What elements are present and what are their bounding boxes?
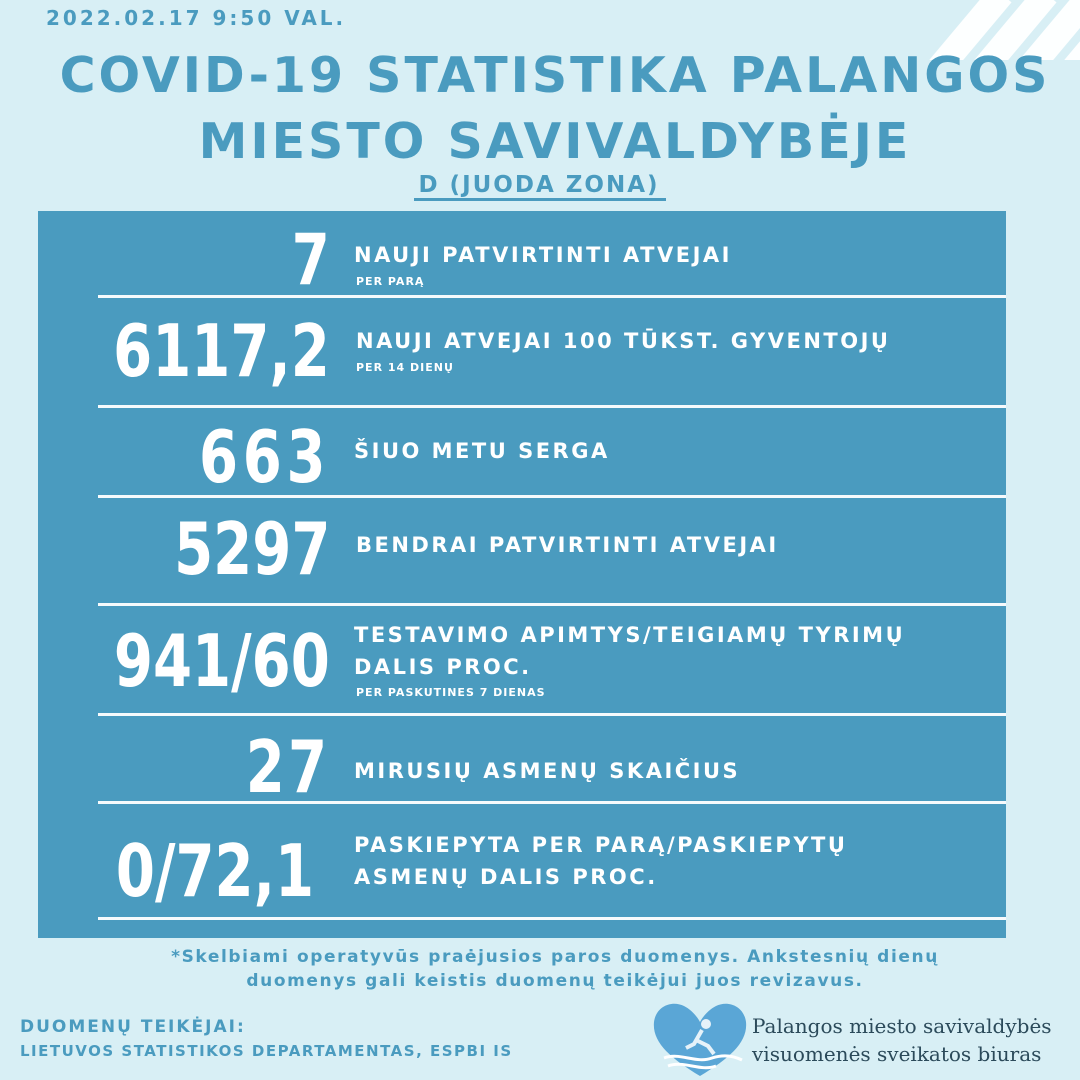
stat-label: BENDRAI PATVIRTINTI ATVEJAI [356,533,779,557]
footnote [0,945,1080,993]
divider [98,801,1006,804]
providers-list: LIETUVOS STATISTIKOS DEPARTAMENTAS, ESPBI IS [20,1042,513,1060]
timestamp: 2022.02.17 9:50 VAL. [46,6,347,30]
stat-value: 941/60 [114,619,330,703]
divider [98,917,1006,920]
divider [98,295,1006,298]
stat-sublabel: PER PARĄ [356,275,425,288]
stat-value: 663 [198,415,330,499]
footnote-line2: duomenys gali keistis duomenų teikėjui juos revizavus. [246,971,864,991]
stat-sublabel: PER 14 DIENŲ [356,361,454,374]
stat-label: ŠIUO METU SERGA [354,439,610,463]
stat-label: PASKIEPYTA PER PARĄ/PASKIEPYTŲ [354,833,848,857]
stats-panel [38,211,1006,938]
zone-text: D (JUODA ZONA) [414,172,665,201]
divider [98,405,1006,408]
stat-value: 6117,2 [113,309,330,393]
stat-value: 0/72,1 [115,829,314,913]
stat-label: NAUJI PATVIRTINTI ATVEJAI [354,243,732,267]
stat-label-line2: ASMENŲ DALIS PROC. [354,865,658,889]
divider [98,603,1006,606]
logo-text-line2: visuomenės sveikatos biuras [752,1042,1042,1066]
zone-label [0,172,1080,198]
providers-title: DUOMENŲ TEIKĖJAI: [20,1017,246,1037]
stat-value: 7 [291,219,330,301]
stat-label: NAUJI ATVEJAI 100 TŪKST. GYVENTOJŲ [356,329,891,353]
page-title-line1: COVID-19 STATISTIKA PALANGOS [59,47,1051,104]
stat-value: 5297 [173,507,330,591]
divider [98,713,1006,716]
heart-logo-icon [650,998,750,1078]
page-title-line2: MIESTO SAVIVALDYBĖJE [198,113,912,170]
logo-text-line1: Palangos miesto savivaldybės [752,1014,1052,1038]
stat-label-line2: DALIS PROC. [354,655,532,679]
stat-label: TESTAVIMO APIMTYS/TEIGIAMŲ TYRIMŲ [354,623,906,647]
footnote-line1: *Skelbiami operatyvūs praėjusios paros duomenys. Ankstesnių dienų [171,947,939,967]
stat-label: MIRUSIŲ ASMENŲ SKAIČIUS [354,759,741,783]
stat-sublabel: PER PASKUTINES 7 DIENAS [356,686,546,699]
stat-value: 27 [245,725,330,809]
logo-text [752,1012,1052,1068]
divider [98,495,1006,498]
